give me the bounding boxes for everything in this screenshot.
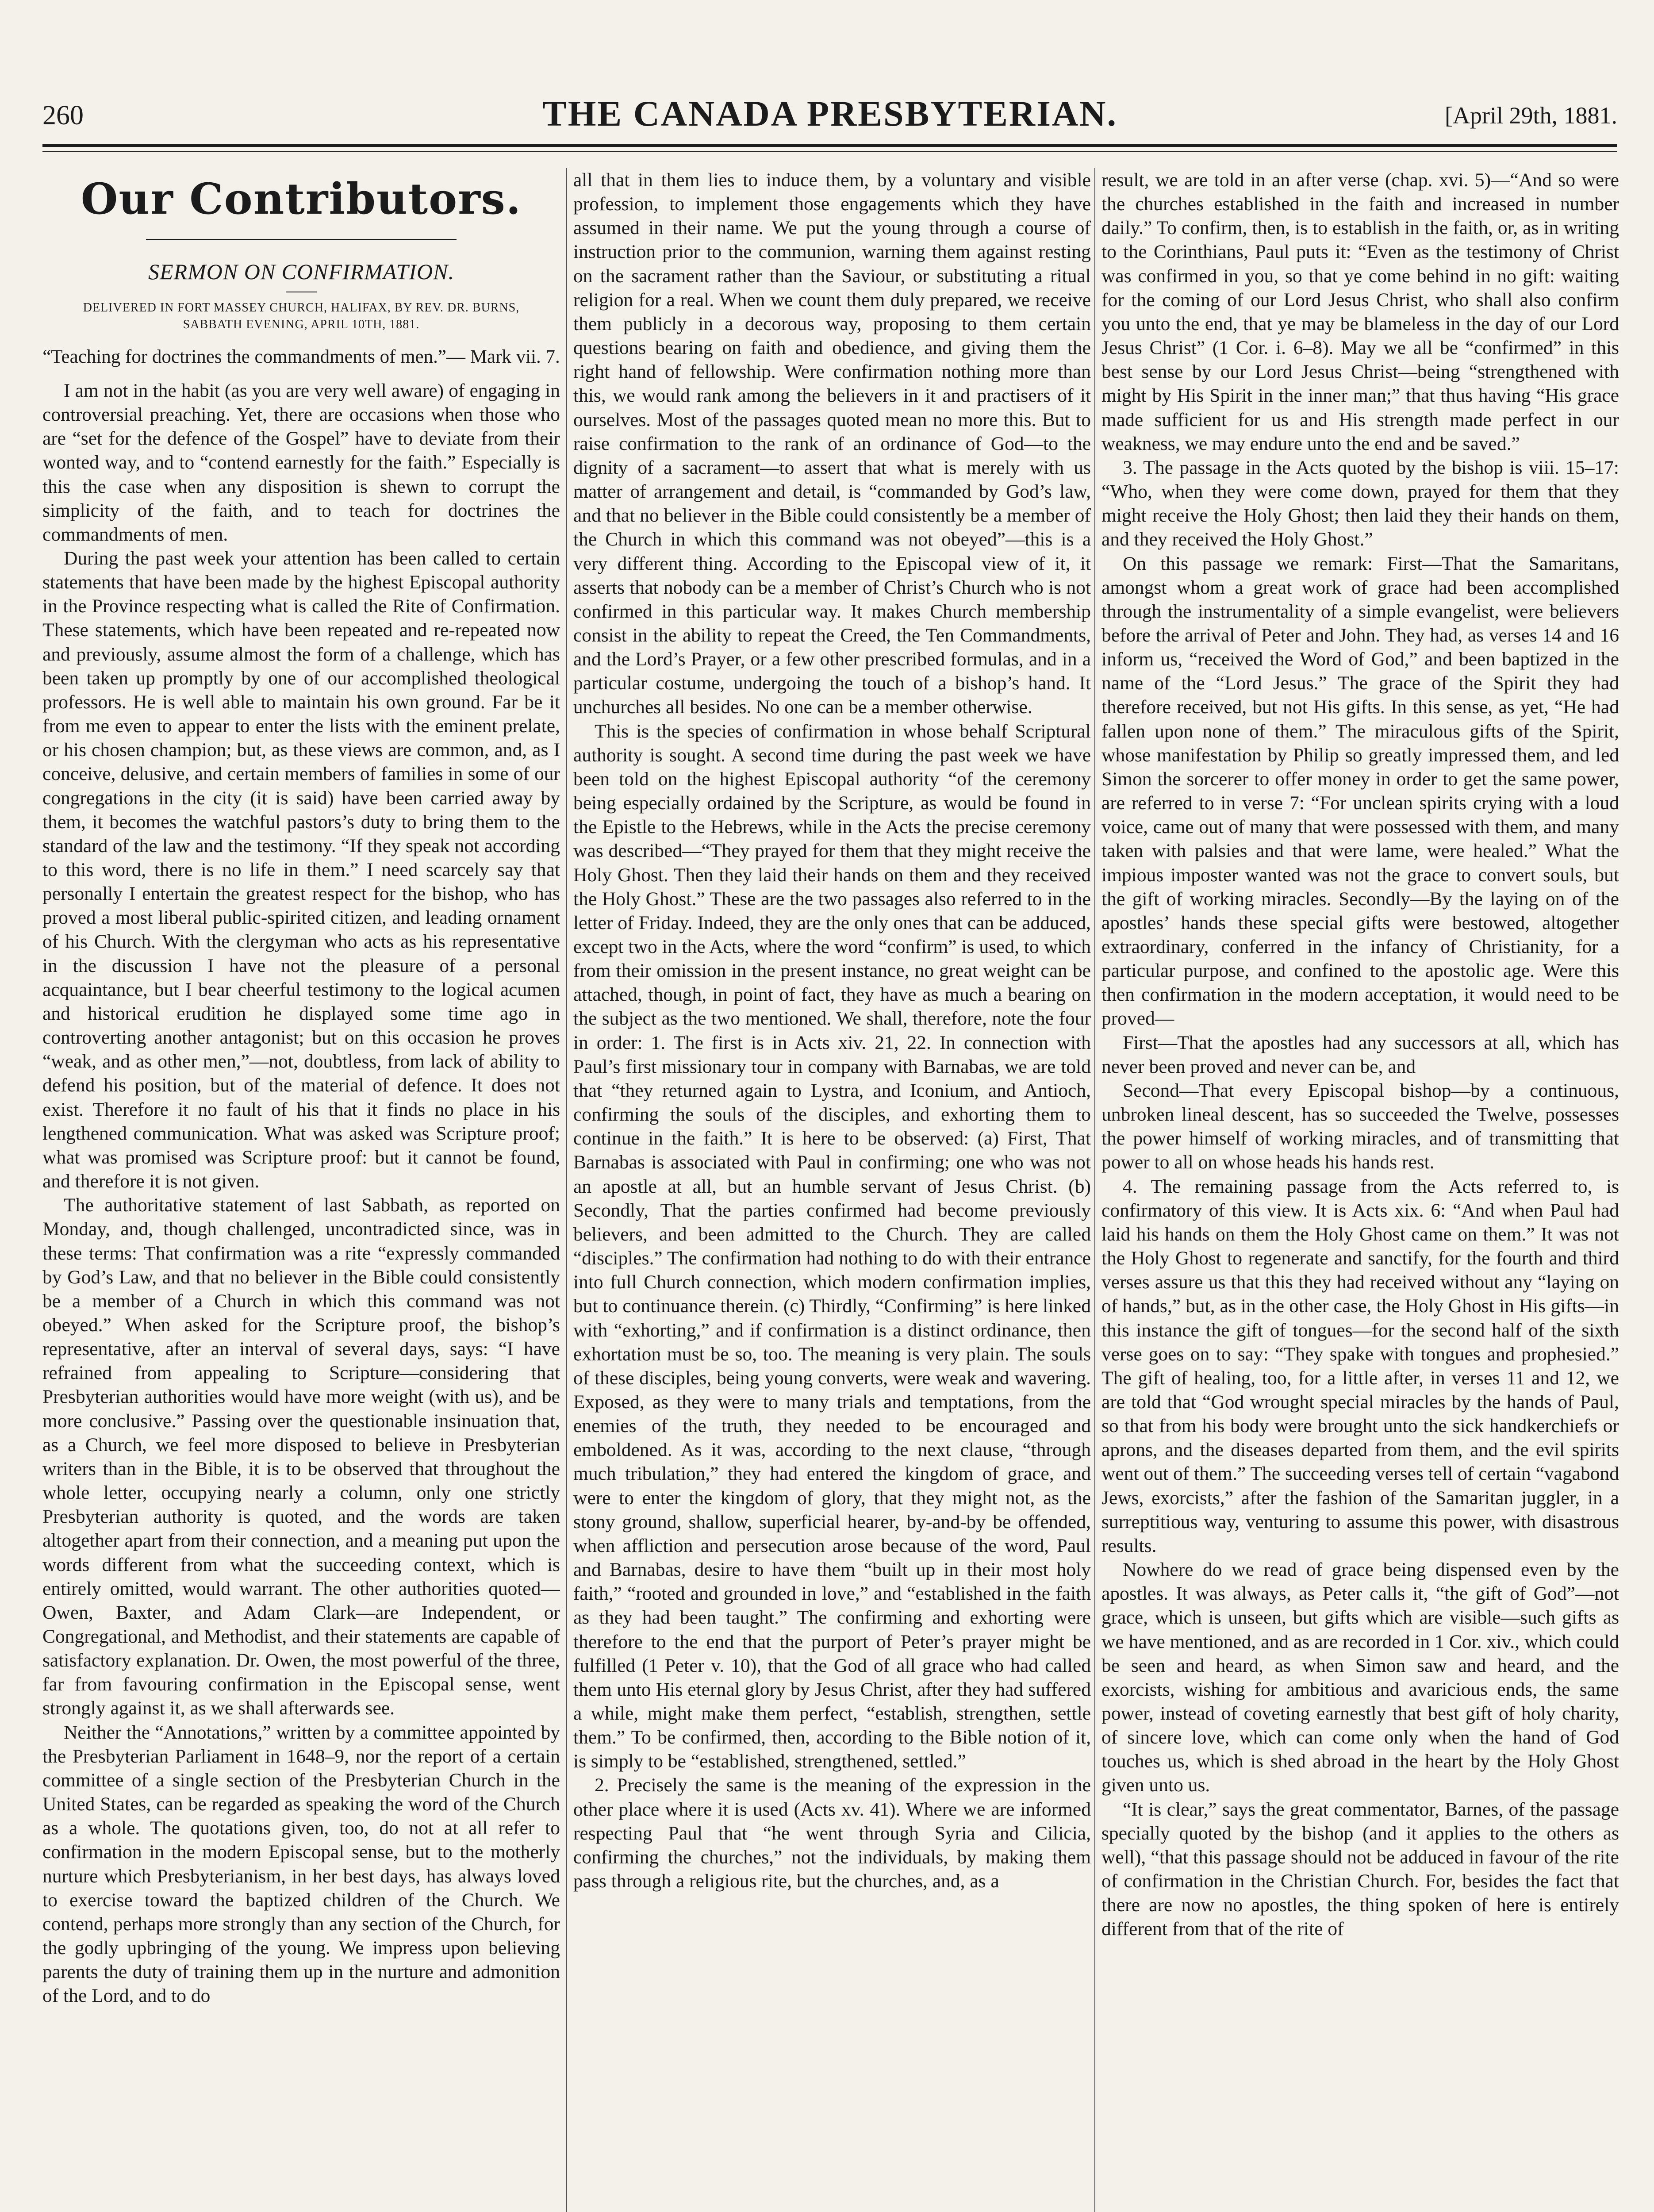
newspaper-title: THE CANADA PRESBYTERIAN. xyxy=(542,93,1117,134)
section-heading: Our Contributors. xyxy=(81,174,522,224)
paragraph: This is the species of confirmation in whose behalf Scriptural authority is sought. A second time during the past week we have been told on the highest Episcopal authority “of the ceremony being especially ordained by the Scripture, as would be found in the Epistle to the Hebrews, while in the Acts the precise ceremony was described—“They prayed for them that they might receive the Holy Ghost. Then they laid their hands on them and they received the Holy Ghost.” These are the two passages also referred to in the letter of Friday. Indeed, they are the only ones that can be adduced, except two in the Acts, where the word “confirm” is used, to which from their omission in the present instance, no great weight can be attached, though, in point of fact, they have as much a bearing on the subject as the two mentioned. We shall, therefore, note the four in order: 1. The first is in Acts xiv. 21, 22. In connection with Paul’s first missionary tour in company with Barnabas, we are told that “they returned again to Lystra, and Iconium, and Antioch, confirming the souls of the disciples, and exhorting them to continue in the faith.” It is here to be observed: (a) First, That Barnabas is associated with Paul in confirming; one who was not an apostle at all, but an humble servant of Jesus Christ. (b) Secondly, That the parties confirmed had become previously believers, and been admitted to the Church. They are called “disciples.” The confirmation had nothing to do with their entrance into full Church connection, which modern confirmation implies, but to continuance therein. (c) Thirdly, “Confirming” is here linked with “exhorting,” and if confirmation is a distinct ordinance, then exhortation must be so, too. The meaning is very plain. The souls of these disciples, being young converts, were weak and wavering. Exposed, as they were to many trials and temptations, from the enemies of the truth, they needed to be encouraged and emboldened. As it was, according to the next clause, “through much tribulation,” they had entered the kingdom of grace, and were to enter the kingdom of glory, that they might not, as the stony ground, shallow, superficial hearer, by-and-by be offended, when affliction and persecution arose because of the word, Paul and Barnabas, desire to have them “built up in their most holy faith,” “rooted and grounded in love,” and “established in the faith as they had been taught.” The confirming and exhorting were therefore to the end that the purport of Peter’s prayer might be fulfilled (1 Peter v. 10), that the God of all grace who had called them unto His eternal glory by Jesus Christ, after they had suffered a while, might make them perfect, “establish, strengthen, settle them.” To be confirmed, then, according to the Bible notion of it, is simply to be “established, strengthened, settled.” xyxy=(573,720,1091,1772)
paragraph: The authoritative statement of last Sabbath, as reported on Monday, and, though challenged, uncontradicted since, was in these terms: That confirmation was a rite “expressly commanded by God’s Law, and that no believer in the Bible could consistently be a member of a Church in which this command was not obeyed.” When asked for the Scripture proof, the bishop’s representative, after an interval of several days, says: “I have refrained from appealing to Scripture—considering that Presbyterian authorities would have more weight (with us), and be more conclusive.” Passing over the questionable insinuation that, as a Church, we feel more disposed to believe in Presbyterian writers than in the Bible, it is to be observed that throughout the whole letter, occupying nearly a column, only one strictly Presbyterian authority is quoted, and the words are taken altogether apart from their connection, and a meaning put upon the words different from what the succeeding context, which is entirely omitted, would warrant. The other authorities quoted—Owen, Baxter, and Adam Clark—are Independent, or Congregational, and Methodist, and their statements are capable of satisfactory explanation. Dr. Owen, the most powerful of the three, far from favouring confirmation in the Episcopal sense, went strongly against it, as we shall afterwards see. xyxy=(42,1194,560,1719)
paragraph: 3. The passage in the Acts quoted by the bishop is viii. 15–17: “Who, when they were come down, prayed for them that they might receive the Holy Ghost; then laid they their hands on them, and they received the Holy Ghost.” xyxy=(1101,457,1619,550)
masthead xyxy=(42,88,1617,137)
paragraph: 4. The remaining passage from the Acts referred to, is confirmatory of this view. It is Acts xix. 6: “And when Paul had laid his hands on them the Holy Ghost came on them.” It was not the Holy Ghost to regenerate and sanctify, for the fourth and third verses assure us that this they had received without any “laying on of hands,” but, as in the other case, the Holy Ghost in His gifts—in this instance the gift of tongues—for the second half of the sixth verse goes on to say: “They spake with tongues and prophesied.” The gift of healing, too, for a little after, in verses 11 and 12, we are told that “God wrought special miracles by the hands of Paul, so that from his body were brought unto the sick handkerchiefs or aprons, and the diseases departed from them, and the evil spirits went out of them.” The succeeding verses tell of certain “vagabond Jews, exorcists,” after the fashion of the Samaritan juggler, in a surreptitious way, venturing to assume this power, with disastrous results. xyxy=(1101,1175,1619,1556)
paragraph: On this passage we remark: First—That the Samaritans, amongst whom a great work of grace had been accomplished through the instrumentality of a simple evangelist, were believers before the arrival of Peter and John. They had, as verses 14 and 16 inform us, “received the Word of God,” and been baptized in the name of the “Lord Jesus.” The grace of the Spirit they had therefore received, but not His gifts. In this sense, as yet, “He had fallen upon none of them.” The miraculous gifts of the Spirit, whose manifestation by Philip so greatly impressed them, and led Simon the sorcerer to offer money in order to get the same power, are referred to in verse 7: “For unclean spirits crying with a loud voice, came out of many that were possessed with them, and many taken with palsies and that were lame, were healed.” What the impious imposter wanted was not the grace to convert souls, but the gift of working miracles. Secondly—By the laying on of the apostles’ hands these special gifts were bestowed, altogether extraordinary, conferred in the infancy of Christianity, for a particular purpose, and confined to the apostolic age. Were this then confirmation in the modern acceptation, it would need to be proved— xyxy=(1101,553,1619,1029)
paragraph: “It is clear,” says the great commentator, Barnes, of the passage specially quoted by the bishop (and it applies to the others as well), “that this passage should not be adduced in favour of the rite of confirmation in the Christian Church. For, besides the fact that there are now no apostles, the thing spoken of here is entirely different from that of the rite of xyxy=(1101,1798,1619,1940)
header-rule-thick xyxy=(42,144,1617,147)
paragraph: I am not in the habit (as you are very well aware) of engaging in controversial preaching. Yet, there are occasions when those who are “set for the defence of the Gospel” have to deviate from their wonted way, and to “contend earnestly for the faith.” Especially is this the case when any disposition is shewn to corrupt the simplicity of the faith, and to teach for doctrines the commandments of men. xyxy=(42,380,560,545)
column-1 xyxy=(42,168,560,2212)
paragraph: all that in them lies to induce them, by a voluntary and visible profession, to implement those engagements which they have assumed in their name. We put the young through a course of instruction prior to the communion, warning them against resting on the sacrament rather than the Saviour, or substituting a ritual religion for a real. When we count them duly prepared, we receive them publicly in a decorous way, proposing to them certain questions bearing on faith and obedience, and giving them the right hand of fellowship. Were confirmation nothing more than this, we would rank among the believers in it and practisers of it ourselves. Most of the passages quoted mean no more this. But to raise confirmation to the rank of an ordinance of God—to the dignity of a sacrament—to assert that what is merely with us matter of arrangement and detail, is “commanded by God’s law, and that no believer in the Bible could consistently be a member of the Church in which this command was not obeyed”—this is a very different thing. According to the Episcopal view of it, it asserts that nobody can be a member of Christ’s Church who is not confirmed in this particular way. It makes Church membership consist in the ability to repeat the Creed, the Ten Commandments, and the Lord’s Prayer, or a few other prescribed formulas, and in a particular costume, undergoing the touch of a bishop’s hand. It unchurches all besides. No one can be a member otherwise. xyxy=(573,169,1091,718)
column-3 xyxy=(1101,168,1619,2212)
column-2 xyxy=(573,168,1091,2212)
issue-date: [April 29th, 1881. xyxy=(1445,102,1617,129)
article-title: SERMON ON CONFIRMATION. xyxy=(148,259,454,284)
paragraph: Nowhere do we read of grace being dispensed even by the apostles. It was always, as Peter calls it, “the gift of God”—not grace, which is unseen, but gifts which are visible—such gifts as we have mentioned, and as are recorded in 1 Cor. xiv., which could be seen and heard, as when Simon saw and heard, and the exorcists, wishing for ambitious and avaricious ends, the same power, instead of coveting earnestly that best gift of holy charity, of sincere love, which can come only when the hand of God touches us, which is shed abroad in the heart by the Holy Ghost given unto us. xyxy=(1101,1559,1619,1796)
paragraph: 2. Precisely the same is the meaning of the expression in the other place where it is used (Acts xv. 41). Where we are informed respecting Paul that “he went through Syria and Cilicia, confirming the churches,” not the individuals, by making them pass through a religious rite, but the churches, and, as a xyxy=(573,1774,1091,1892)
header-rule-thin xyxy=(42,151,1617,152)
column-divider xyxy=(566,168,567,2212)
scripture-epigraph: “Teaching for doctrines the commandments of men.”— Mark vii. 7. xyxy=(42,346,560,368)
article-byline: DELIVERED IN FORT MASSEY CHURCH, HALIFAX, BY REV. DR. BURNS, SABBATH EVENING, APRIL 10TH, 1881. xyxy=(83,300,520,331)
page-number: 260 xyxy=(42,100,84,131)
section-rule xyxy=(146,239,457,240)
paragraph: During the past week your attention has been called to certain statements that have been made by the highest Episcopal authority in the Province respecting what is called the Rite of Confirmation. These statements, which have been repeated and re-repeated now and previously, assume almost the form of a challenge, which has been taken up promptly by one of our accomplished theological professors. He is well able to maintain his own ground. Far be it from me even to appear to enter the lists with the eminent prelate, or his chosen champion; but, as these views are common, and, as I conceive, delusive, and certain members of families in some of our congregations in the city (it is said) have been carried away by them, it becomes the watchful pastors’s duty to bring them to the standard of the law and the testimony. “If they speak not according to this word, there is no life in them.” I need scarcely say that personally I entertain the greatest respect for the bishop, who has proved a most liberal public-spirited citizen, and leading ornament of his Church. With the clergyman who acts as his representative in the discussion I have not the pleasure of a personal acquaintance, but I bear cheerful testimony to the logical acumen and historical erudition he displayed some time ago in controverting another antagonist; but on this occasion he proves “weak, and as other men,”—not, doubtless, from lack of ability to defend his position, but of the material of defence. It does not exist. Therefore it no fault of his that it finds no place in his lengthened communication. What was asked was Scripture proof; what was promised was Scripture proof: but it cannot be found, and therefore it is not given. xyxy=(42,547,560,1192)
paragraph: result, we are told in an after verse (chap. xvi. 5)—“And so were the churches established in the faith and increased in number daily.” To confirm, then, is to establish in the faith, or, as in writing to the Corinthians, Paul puts it: “Even as the testimony of Christ was confirmed in you, so that ye come behind in no gift: waiting for the coming of our Lord Jesus Christ, who shall also confirm you unto the end, that ye may be blameless in the day of our Lord Jesus Christ” (1 Cor. i. 6–8). May we all be “confirmed” in this best sense by our Lord Jesus Christ—being “strengthened with might by His Spirit in the inner man;” that thus having “His grace made sufficient for us and His strength made perfect in our weakness, we may endure unto the end and be saved.” xyxy=(1101,169,1619,454)
column-divider xyxy=(1094,168,1095,2212)
paragraph: Neither the “Annotations,” written by a committee appointed by the Presbyterian Parliament in 1648–9, nor the report of a certain committee of a single section of the Presbyterian Church in the United States, can be regarded as speaking the word of the Church as a whole. The quotations given, too, do not at all refer to confirmation in the modern Episcopal sense, but to the motherly nurture which Presbyterianism, in her best days, has always loved to exercise toward the baptized children of the Church. We contend, perhaps more strongly than any section of the Church, for the godly upbringing of the young. We impress upon believing parents the duty of training them up in the nurture and admonition of the Lord, and to do xyxy=(42,1721,560,2007)
paragraph: Second—That every Episcopal bishop—by a continuous, unbroken lineal descent, has so succeeded the Twelve, possesses the power himself of working miracles, and of transmitting that power to all on whose heads his hands rest. xyxy=(1101,1079,1619,1173)
paragraph: First—That the apostles had any successors at all, which has never been proved and never can be, and xyxy=(1101,1032,1619,1077)
